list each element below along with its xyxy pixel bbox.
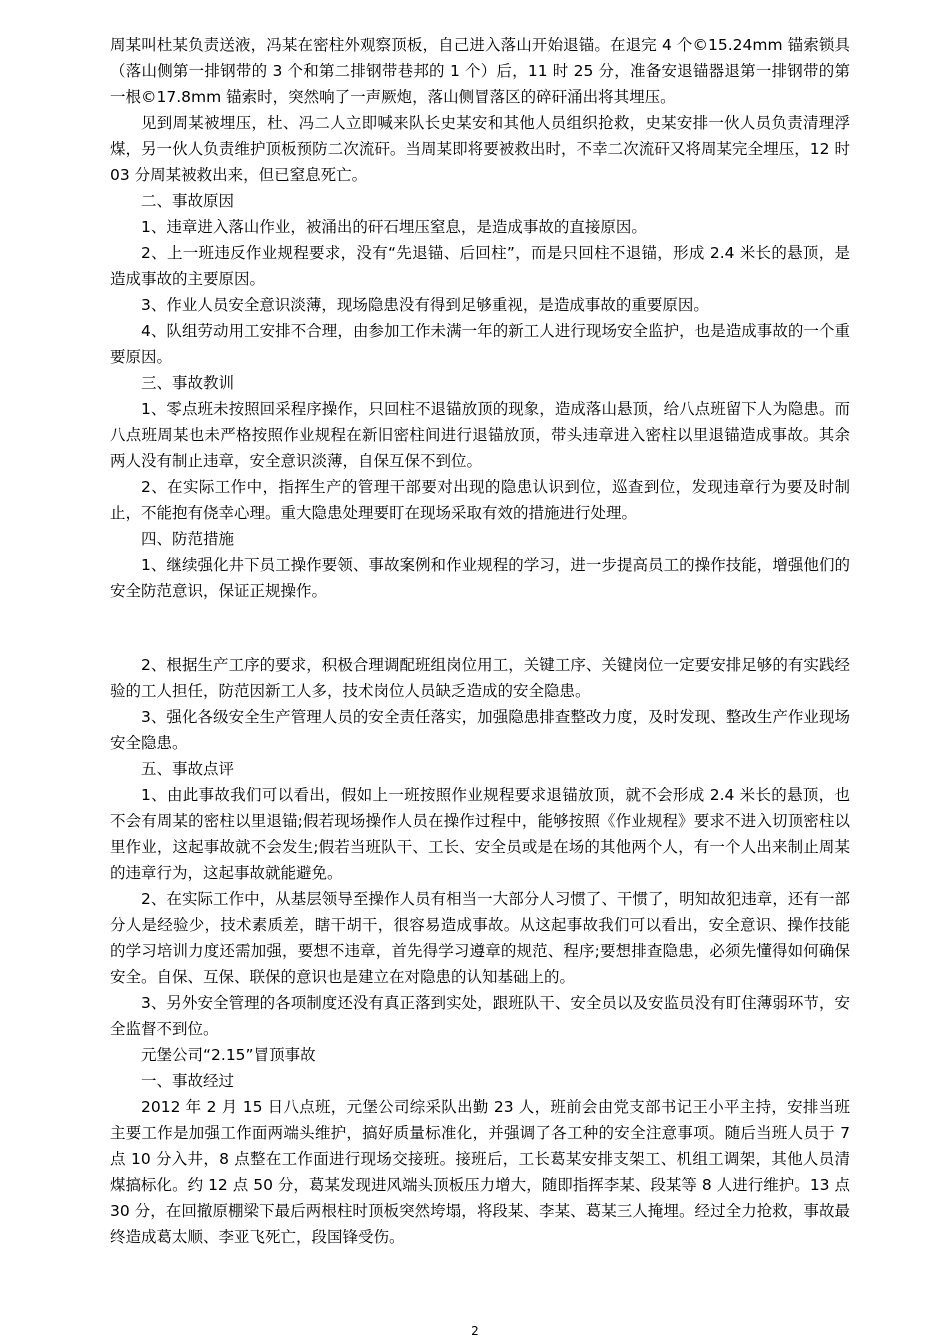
page-number: 2 bbox=[471, 1324, 479, 1338]
bottom-section bbox=[110, 652, 850, 1250]
paragraph: 2、根据生产工序的要求，积极合理调配班组岗位用工，关键工序、关键岗位一定要安排足够的有实践经验的工人担任，防范因新工人多，技术岗位人员缺乏造成的安全隐患。 bbox=[110, 656, 850, 700]
paragraph: 1、继续强化井下员工操作要领、事故案例和作业规程的学习，进一步提高员工的操作技能，增强他们的安全防范意识，保证正规操作。 bbox=[110, 556, 850, 600]
paragraph: 1、零点班未按照回采程序操作，只回柱不退锚放顶的现象，造成落山悬顶，给八点班留下人为隐患。而八点班周某也未严格按照作业规程在新旧密柱间进行退锚放顶，带头违章进入密柱以里退锚造成事故。其余两人没有制止违章，安全意识淡薄，自保互保不到位。 bbox=[110, 400, 850, 470]
paragraph: 五、事故点评 bbox=[141, 760, 235, 778]
paragraph: 元堡公司“2.15”冒顶事故 bbox=[141, 1046, 316, 1064]
section-gap bbox=[110, 604, 850, 652]
paragraph: 4、队组劳动用工安排不合理，由参加工作未满一年的新工人进行现场安全监护，也是造成事故的一个重要原因。 bbox=[110, 322, 850, 366]
paragraph: 二、事故原因 bbox=[141, 192, 235, 210]
paragraph: 1、由此事故我们可以看出，假如上一班按照作业规程要求退锚放顶，就不会形成 2.4 米长的悬顶，也不会有周某的密柱以里退锚;假若现场操作人员在操作过程中，能够按照《作业规程》要求不进入切顶密柱以里作业，这起事故就不会发生;假若当班队干、工长、安全员或是在场的其他两个人，有一个人出来制止周某的违章行为，这起事故就能避免。 bbox=[110, 786, 850, 882]
document-body bbox=[110, 32, 850, 1250]
paragraph: 见到周某被埋压，杜、冯二人立即喊来队长史某安和其他人员组织抢救，史某安排一伙人员负责清理浮煤，另一伙人负责维护顶板预防二次流矸。当周某即将要被救出时，不幸二次流矸又将周某完全埋压，12 时 03 分周某被救出来，但已窒息死亡。 bbox=[110, 114, 850, 184]
paragraph: 一、事故经过 bbox=[141, 1072, 235, 1090]
paragraph: 3、作业人员安全意识淡薄，现场隐患没有得到足够重视，是造成事故的重要原因。 bbox=[141, 296, 709, 314]
paragraph: 2、在实际工作中，从基层领导至操作人员有相当一大部分人习惯了、干惯了，明知故犯违章，还有一部分人是经验少，技术素质差，瞎干胡干，很容易造成事故。从这起事故我们可以看出，安全意识、操作技能的学习培训力度还需加强，要想不违章，首先得学习遵章的规范、程序;要想排查隐患，必须先懂得如何确保安全。自保、互保、联保的意识也是建立在对隐患的认知基础上的。 bbox=[110, 890, 850, 986]
paragraph: 周某叫杜某负责送液，冯某在密柱外观察顶板，自己进入落山开始退锚。在退完 4 个©15.24mm 锚索锁具（落山侧第一排钢带的 3 个和第二排钢带巷邦的 1 个）后，11 时 25 分，准备安退锚器退第一排钢带的第一根©17.8mm 锚索时，突然响了一声厥炮，落山侧冒落区的碎矸涌出将其埋压。 bbox=[110, 36, 850, 106]
paragraph: 2、上一班违反作业规程要求，没有“先退锚、后回柱”，而是只回柱不退锚，形成 2.4 米长的悬顶，是造成事故的主要原因。 bbox=[110, 244, 850, 288]
paragraph: 2、在实际工作中，指挥生产的管理干部要对出现的隐患认识到位，巡查到位，发现违章行为要及时制止，不能抱有侥幸心理。重大隐患处理要盯在现场采取有效的措施进行处理。 bbox=[110, 478, 850, 522]
paragraph: 2012 年 2 月 15 日八点班，元堡公司综采队出勤 23 人，班前会由党支部书记王小平主持，安排当班主要工作是加强工作面两端头维护，搞好质量标准化，并强调了各工种的安全注意事项。随后当班人员于 7 点 10 分入井，8 点整在工作面进行现场交接班。接班后，工长葛某安排支架工、机组工调架，其他人员清煤搞标化。约 12 点 50 分，葛某发现进风端头顶板压力增大，随即指挥李某、段某等 8 人进行维护。13 点 30 分，在回撤原棚梁下最后两根柱时顶板突然垮塌，将段某、李某、葛某三人掩埋。经过全力抢救，事故最终造成葛太顺、李亚飞死亡，段国锋受伤。 bbox=[110, 1098, 850, 1246]
paragraph: 3、另外安全管理的各项制度还没有真正落到实处，跟班队干、安全员以及安监员没有盯住薄弱环节，安全监督不到位。 bbox=[110, 994, 850, 1038]
paragraph: 1、违章进入落山作业，被涌出的矸石埋压窒息，是造成事故的直接原因。 bbox=[141, 218, 647, 236]
paragraph: 四、防范措施 bbox=[141, 530, 235, 548]
paragraph: 三、事故教训 bbox=[141, 374, 235, 392]
paragraph: 3、强化各级安全生产管理人员的安全责任落实，加强隐患排查整改力度，及时发现、整改生产作业现场安全隐患。 bbox=[110, 708, 850, 752]
top-section bbox=[110, 32, 850, 604]
